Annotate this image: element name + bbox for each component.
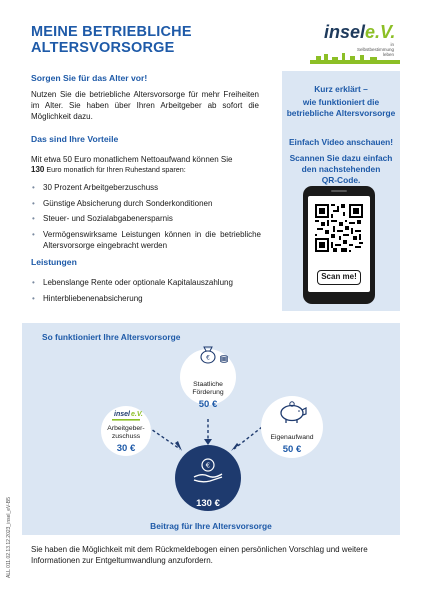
- sidebar-video: Einfach Video anschauen!: [288, 137, 394, 147]
- employer-value: 30 €: [116, 443, 136, 454]
- total-value: 130 €: [196, 498, 220, 509]
- sidebar-scan1: Scannen Sie dazu einfach: [289, 153, 393, 163]
- list-item: • Vermögenswirksame Leistungen können in die betriebliche Altersvorsorge eingebracht werden: [31, 229, 261, 251]
- footer-text: Sie haben die Möglichkeit mit dem Rückmeldebogen einen persönlichen Vorschlag und weitere Informationen zur Entgeltumwandlung anzufordern.: [31, 545, 368, 565]
- title-line-1: MEINE BETRIEBLICHE: [31, 24, 192, 40]
- svg-text:€: €: [206, 354, 210, 362]
- insel-mini-logo-icon: [112, 411, 143, 421]
- list-item: • Lebenslange Rente oder optionale Kapitalauszahlung: [31, 277, 261, 288]
- page-title: [31, 24, 231, 56]
- employer-label: Arbeitgeber- zuschuss: [107, 425, 145, 440]
- svg-text:e.V.: e.V.: [131, 411, 143, 418]
- insel-logo: [310, 22, 400, 64]
- svg-text:€: €: [205, 461, 211, 470]
- logo-wordmark: insele.V.: [324, 22, 396, 42]
- diagram-caption: Beitrag für Ihre Altersvorsorge: [150, 521, 272, 531]
- benefits-list: [31, 277, 261, 308]
- qr-code-icon[interactable]: [315, 204, 363, 252]
- sidebar-scan2: den nachstehenden: [301, 164, 381, 174]
- state-value: 50 €: [198, 399, 218, 410]
- svg-text:insel: insel: [114, 411, 130, 418]
- advantages-text-line2: 130 Euro monatlich für Ihren Ruhestand sparen:: [31, 165, 186, 174]
- intro-heading: Sorgen Sie für das Alter vor!: [31, 73, 148, 83]
- phone-screen: [308, 196, 370, 292]
- logo-subline: in Selbstbestimmung leben: [356, 42, 394, 57]
- document-code: ALL 011.02.13.12.2023_insel_eV-B5: [6, 497, 12, 578]
- intro-text: Nutzen Sie die betriebliche Altersvorsorge für mehr Freiheiten im Alter. Sie haben über Ihren Arbeitgeber ab sofort die Möglichkeit dazu.: [31, 90, 259, 121]
- scan-me-button[interactable]: Scan me!: [317, 270, 361, 285]
- title-line-2: ALTERSVORSORGE: [31, 40, 175, 56]
- state-label: Staatliche Förderung: [192, 381, 224, 396]
- list-item: • 30 Prozent Arbeitgeberzuschuss: [31, 182, 261, 193]
- phone-notch: [331, 190, 347, 192]
- sidebar-line3: betriebliche Altersvorsorge: [286, 108, 396, 118]
- phone-icon: [303, 186, 375, 304]
- list-item: • Steuer- und Sozialabgabenersparnis: [31, 213, 261, 224]
- skyline-icon: [310, 52, 400, 64]
- list-item: • Hinterbliebenenabsicherung: [31, 293, 261, 304]
- list-item: • Günstige Absicherung durch Sonderkonditionen: [31, 198, 261, 209]
- advantages-heading: Das sind Ihre Vorteile: [31, 134, 119, 144]
- diagram-title: So funktioniert Ihre Altersvorsorge: [42, 332, 181, 342]
- own-label: Eigenaufwand: [270, 434, 314, 441]
- sidebar-scan3: QR-Code.: [321, 175, 361, 185]
- own-value: 50 €: [282, 444, 302, 455]
- advantages-list: [31, 182, 261, 255]
- sidebar-line2: wie funktioniert die: [302, 97, 380, 107]
- pension-diagram: [22, 323, 400, 535]
- advantages-text: Mit etwa 50 Euro monatlichem Nettoaufwand können Sie: [31, 155, 233, 164]
- benefits-heading: Leistungen: [31, 257, 77, 267]
- sidebar-kurz: Kurz erklärt –: [314, 84, 368, 94]
